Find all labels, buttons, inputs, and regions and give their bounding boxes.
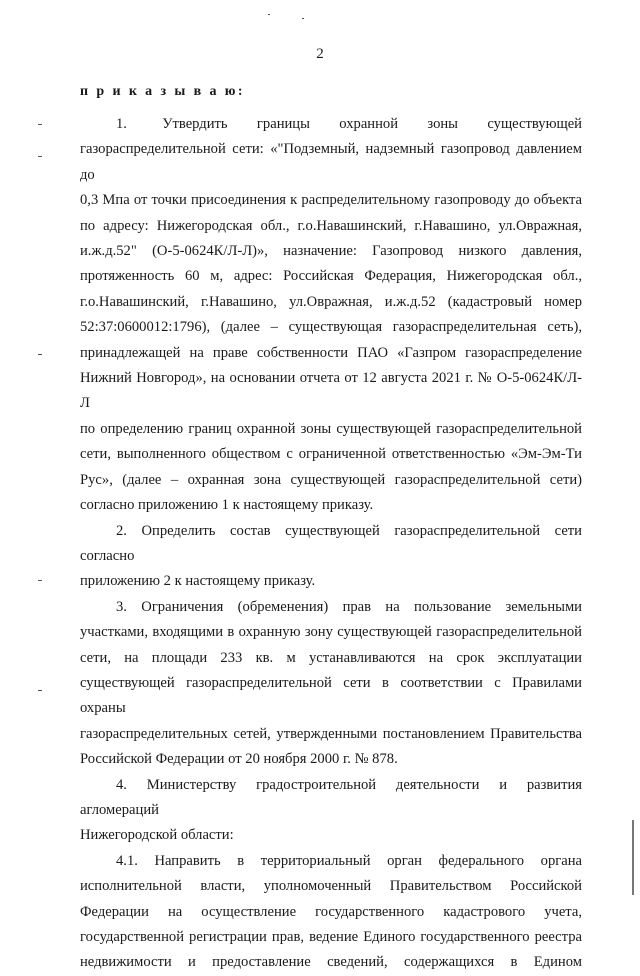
text-line: г.о.Навашинский, г.Навашино, ул.Овражная, и.ж.д.52 (кадастровый номер [80,293,582,310]
text-line: и.ж.д.52" (О-5-0624К/Л-Л)», назначение: Газопровод низкого давления, [80,243,582,260]
paragraph-2 [80,519,582,595]
text-line: по определению границ охранной зоны существующей газораспределительной [80,420,582,437]
text-line: принадлежащей на праве собственности ПАО «Газпром газораспределение [80,344,582,361]
text-line: по адресу: Нижегородская обл., г.о.Навашинский, г.Навашино, ул.Овражная, [80,217,582,234]
scan-mark [38,124,42,125]
paragraph-1 [80,112,582,519]
document-body [80,112,582,976]
scan-mark [38,156,42,157]
text-line: исполнительной власти, уполномоченный Правительством Российской [80,878,582,895]
text-line: Рус», (далее – охранная зона существующей газораспределительной сети) [80,471,582,488]
text-line: недвижимости и предоставление сведений, содержащихся в Едином [80,954,582,971]
scan-mark [38,354,42,355]
scan-mark [302,18,304,19]
text-line: Российской Федерации от 20 ноября 2000 г. № 878. [80,751,398,768]
text-line: существующей газораспределительной сети в соответствии с Правилами охраны [80,674,582,717]
text-line: 3. Ограничения (обременения) прав на пользование земельными [116,598,582,615]
text-line: согласно приложению 1 к настоящему приказу. [80,497,374,514]
page-number: 2 [316,46,324,62]
text-line: газораспределительных сетей, утвержденными постановлением Правительства [80,725,582,742]
paragraph-3 [80,595,582,773]
text-line: государственной регистрации прав, ведение Единого государственного реестра [80,929,582,945]
text-line: Федерации на осуществление государственного кадастрового учета, [80,903,582,920]
scan-mark [38,580,42,581]
text-line: 1. Утвердить границы охранной зоны существующей [116,116,582,132]
text-line: сети, на площади 233 кв. м устанавливаются на срок эксплуатации [80,649,582,666]
scan-mark [268,14,270,15]
text-line: Нижегородской области: [80,827,234,844]
text-line: 4.1. Направить в территориальный орган федерального органа [116,852,582,869]
order-heading: п р и к а з ы в а ю: [80,84,245,99]
paragraph-4 [80,773,582,849]
scan-mark [38,690,42,691]
text-line: газораспределительной сети: «"Подземный, надземный газопровод давлением до [80,141,582,183]
text-line: 52:37:0600012:1796), (далее – существующая газораспределительная сеть), [80,319,582,336]
text-line: 4. Министерству градостроительной деятельности и развития агломераций [80,776,582,818]
text-line: Нижний Новгород», на основании отчета от 12 августа 2021 г. № О-5-0624К/Л-Л [80,370,582,412]
scan-edge-line [632,820,634,895]
text-line: приложению 2 к настоящему приказу. [80,573,316,590]
paragraph-4-1 [80,849,582,976]
text-line: сети, выполненного обществом с ограниченной ответственностью «Эм-Эм-Ти [80,446,582,463]
text-line: протяженность 60 м, адрес: Российская Федерация, Нижегородская обл., [80,268,582,285]
text-line: участками, входящими в охранную зону существующей газораспределительной [80,624,582,641]
text-line: 2. Определить состав существующей газораспределительной сети согласно [80,522,582,564]
text-line: 0,3 Мпа от точки присоединения к распределительному газопроводу до объекта [80,192,582,209]
